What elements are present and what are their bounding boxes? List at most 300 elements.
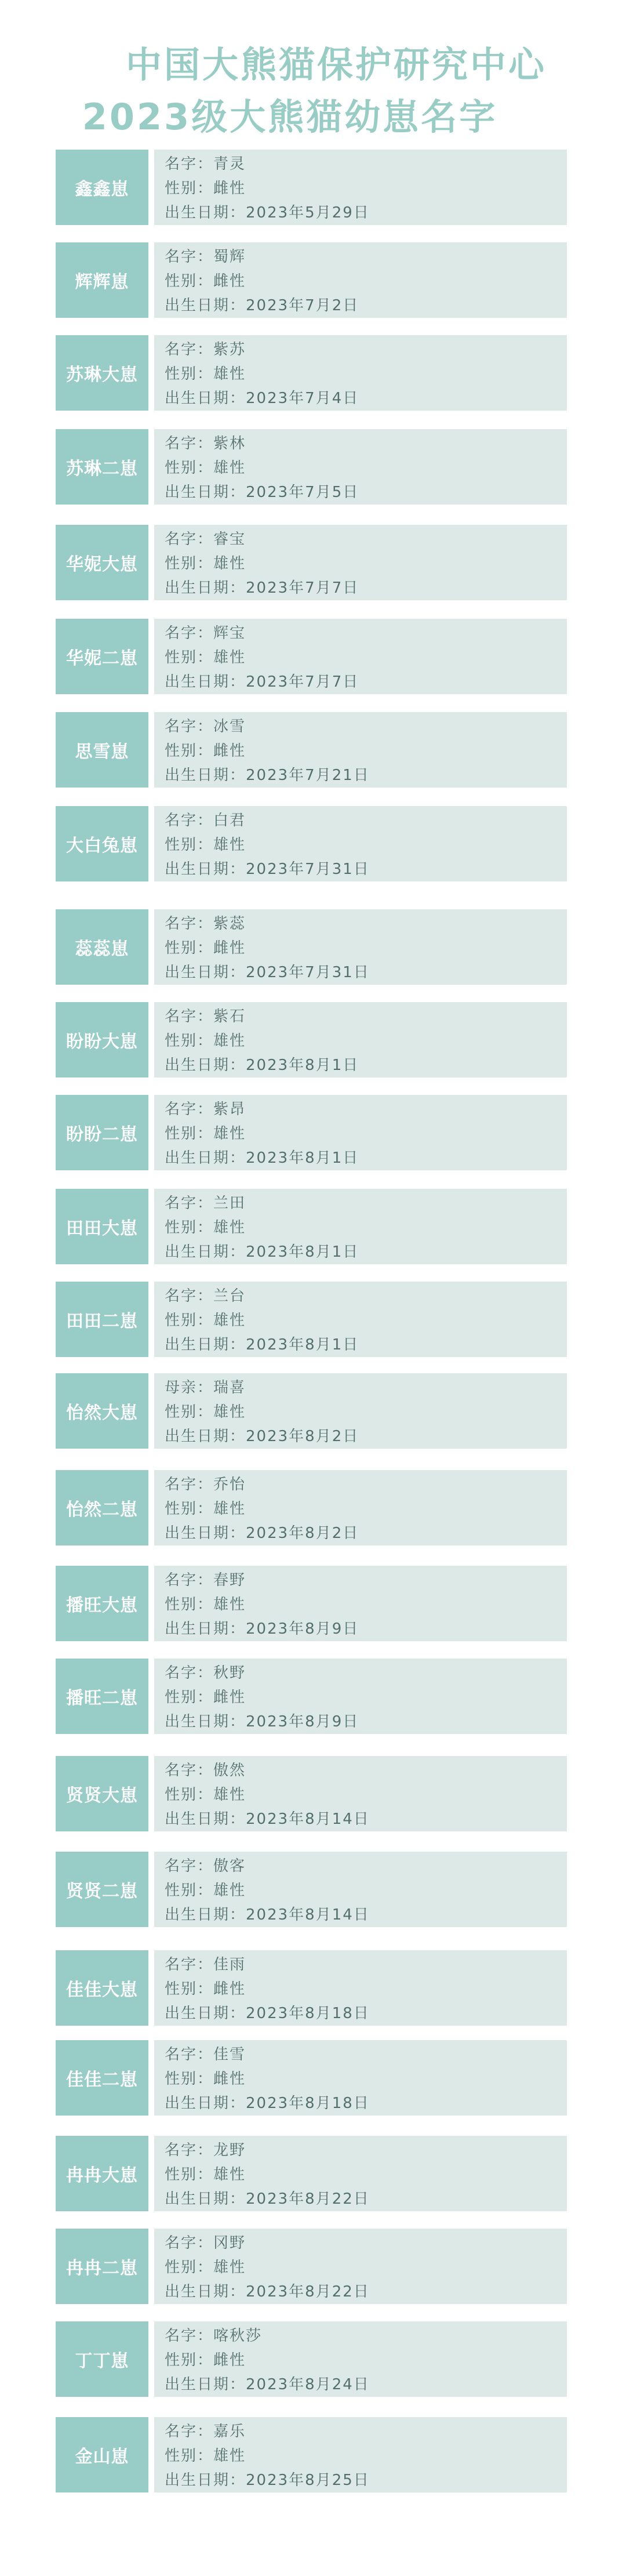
cub-mother-label: 佳佳大崽	[56, 1950, 148, 2026]
cub-name-line	[165, 152, 246, 173]
cub-name-line-value: 嘉乐	[213, 2423, 246, 2440]
cub-name-line-value: 蜀辉	[213, 248, 246, 266]
cub-row	[0, 1470, 626, 1545]
cub-row	[0, 712, 626, 788]
cub-row	[0, 1002, 626, 1077]
cub-sex-line	[165, 1308, 246, 1330]
cub-birth-line-value: 2023年8月2日	[246, 1525, 359, 1542]
cub-name-line-label: 名字：	[165, 915, 214, 933]
cub-sex-line-label: 性别：	[165, 2259, 214, 2276]
cub-name-line	[165, 1097, 246, 1119]
cub-sex-line-label: 性别：	[165, 180, 214, 197]
cub-name-line-label: 名字：	[165, 1857, 214, 1875]
cub-birth-line	[165, 2468, 370, 2490]
cub-info-box	[154, 1470, 567, 1545]
cub-name-line-value: 喀秋莎	[213, 2327, 263, 2345]
cub-birth-line	[165, 1053, 359, 1075]
cub-mother-label: 苏琳大崽	[56, 335, 148, 411]
cub-sex-line	[165, 2067, 246, 2088]
cub-sex-line-label: 性别：	[165, 273, 214, 290]
cub-birth-line	[165, 1521, 359, 1543]
cub-birth-line-label: 出生日期：	[165, 2190, 246, 2208]
cub-birth-line	[165, 763, 370, 785]
cub-name-line-value: 瑞喜	[213, 1379, 246, 1396]
cub-name-line	[165, 2324, 262, 2345]
cub-sex-line-label: 性别：	[165, 1312, 214, 1329]
cub-birth-line-label: 出生日期：	[165, 1428, 246, 1445]
cub-name-line-value: 冈野	[213, 2234, 246, 2252]
cub-sex-line	[165, 1977, 246, 1998]
cub-name-line-value: 傲然	[213, 1762, 246, 1779]
cub-name-line-label: 名字：	[165, 1956, 214, 1973]
cub-info-box	[154, 150, 567, 225]
cub-info-box	[154, 909, 567, 985]
cub-name-line-value: 兰台	[213, 1287, 246, 1305]
cub-birth-line-value: 2023年8月22日	[246, 2190, 370, 2208]
cub-sex-line-value: 雄性	[213, 836, 246, 854]
cub-mother-label: 贤贤大崽	[56, 1756, 148, 1831]
cub-birth-line-value: 2023年7月31日	[246, 861, 370, 878]
cub-row	[0, 2040, 626, 2116]
cub-row	[0, 619, 626, 694]
cub-sex-line	[165, 936, 246, 957]
cub-sex-line-value: 雄性	[213, 1882, 246, 1899]
cub-sex-line-label: 性别：	[165, 555, 214, 572]
cub-sex-line-label: 性别：	[165, 1032, 214, 1050]
cub-sex-line-value: 雄性	[213, 365, 246, 383]
cub-birth-line-value: 2023年7月4日	[246, 390, 359, 407]
cub-mother-label: 田田二崽	[56, 1282, 148, 1357]
cub-mother-label: 鑫鑫崽	[56, 150, 148, 225]
cub-sex-line-value: 雌性	[213, 2352, 246, 2369]
cub-name-line-label: 名字：	[165, 1287, 214, 1305]
cub-name-line-label: 名字：	[165, 2142, 214, 2159]
cub-birth-line-value: 2023年8月1日	[246, 1057, 359, 1074]
cub-name-line-value: 秋野	[213, 1664, 246, 1682]
cub-birth-line	[165, 2187, 370, 2208]
cub-row	[0, 1282, 626, 1357]
cub-name-line	[165, 808, 246, 830]
cub-birth-line-label: 出生日期：	[165, 484, 246, 501]
cub-birth-line	[165, 576, 359, 597]
cub-name-line-value: 紫昂	[213, 1101, 246, 1118]
cub-row	[0, 806, 626, 881]
cub-name-line-label: 名字：	[165, 2327, 214, 2345]
cub-mother-label: 贤贤二崽	[56, 1852, 148, 1927]
cub-birth-line	[165, 1240, 359, 1261]
cub-birth-line-label: 出生日期：	[165, 964, 246, 981]
cub-sex-line	[165, 1497, 246, 1518]
cub-row	[0, 335, 626, 411]
cub-birth-line-label: 出生日期：	[165, 297, 246, 314]
cub-sex-line-value: 雄性	[213, 1786, 246, 1804]
cub-birth-line	[165, 960, 370, 982]
cub-sex-line-value: 雄性	[213, 1032, 246, 1050]
cub-birth-line	[165, 2372, 370, 2394]
cub-name-line	[165, 912, 246, 933]
cub-birth-line-label: 出生日期：	[165, 579, 246, 597]
cub-birth-line-label: 出生日期：	[165, 1336, 246, 1354]
cub-info-box	[154, 1002, 567, 1077]
cub-row	[0, 909, 626, 985]
cub-name-line-label: 名字：	[165, 1664, 214, 1682]
cub-birth-line-label: 出生日期：	[165, 1525, 246, 1542]
cub-name-line	[165, 2138, 246, 2160]
cub-birth-line	[165, 480, 359, 502]
cub-row	[0, 1659, 626, 1734]
cub-birth-line-value: 2023年8月2日	[246, 1428, 359, 1445]
cub-name-line-label: 名字：	[165, 1195, 214, 1212]
cub-sex-line-label: 性别：	[165, 939, 214, 957]
cub-name-line-value: 傲客	[213, 1857, 246, 1875]
cub-birth-line-label: 出生日期：	[165, 1057, 246, 1074]
cub-sex-line-value: 雄性	[213, 1219, 246, 1236]
cub-sex-line-label: 性别：	[165, 1689, 214, 1706]
cub-birth-line	[165, 857, 370, 879]
cub-sex-line-value: 雄性	[213, 1125, 246, 1142]
cub-name-line-value: 紫林	[213, 435, 246, 452]
cub-birth-line	[165, 201, 370, 222]
cub-birth-line-label: 出生日期：	[165, 2376, 246, 2393]
cub-sex-line-value: 雌性	[213, 939, 246, 957]
cub-sex-line-label: 性别：	[165, 2352, 214, 2369]
cub-birth-line-label: 出生日期：	[165, 673, 246, 691]
cub-name-line-label: 名字：	[165, 1762, 214, 1779]
cub-sex-line-value: 雄性	[213, 1403, 246, 1421]
cub-name-line-label: 名字：	[165, 248, 214, 266]
cub-sex-line-value: 雌性	[213, 1689, 246, 1706]
cub-row	[0, 525, 626, 600]
cub-birth-line-value: 2023年8月18日	[246, 2095, 370, 2112]
cub-birth-line	[165, 2280, 370, 2301]
cub-sex-line-value: 雄性	[213, 2166, 246, 2183]
cub-birth-line	[165, 386, 359, 408]
cub-mother-label: 播旺二崽	[56, 1659, 148, 1734]
cub-info-box	[154, 2040, 567, 2116]
cub-birth-line-value: 2023年8月25日	[246, 2472, 370, 2489]
cub-birth-line-value: 2023年8月18日	[246, 2005, 370, 2022]
page-title: 中国大熊猫保护研究中心	[125, 43, 547, 86]
cub-sex-line	[165, 552, 246, 573]
cub-mother-label: 田田大崽	[56, 1189, 148, 1264]
cub-name-line-value: 春野	[213, 1572, 246, 1589]
cub-sex-line-value: 雄性	[213, 2447, 246, 2465]
cub-mother-label: 冉冉二崽	[56, 2229, 148, 2304]
cub-mother-label: 怡然大崽	[56, 1373, 148, 1449]
cub-name-line-value: 龙野	[213, 2142, 246, 2159]
cub-name-line-value: 睿宝	[213, 531, 246, 548]
cub-birth-line	[165, 1333, 359, 1354]
cub-info-box	[154, 1566, 567, 1641]
cub-birth-line	[165, 1424, 359, 1446]
cub-mother-label: 蕊蕊崽	[56, 909, 148, 985]
cub-birth-line-value: 2023年7月31日	[246, 964, 370, 981]
cub-row	[0, 1189, 626, 1264]
cub-birth-line	[165, 1146, 359, 1167]
cub-mother-label: 怡然二崽	[56, 1470, 148, 1545]
cub-sex-line	[165, 456, 246, 477]
cub-birth-line-label: 出生日期：	[165, 767, 246, 784]
cub-name-line	[165, 1953, 246, 1974]
cub-mother-label: 辉辉崽	[56, 242, 148, 318]
cub-sex-line-label: 性别：	[165, 2166, 214, 2183]
cub-mother-label: 盼盼大崽	[56, 1002, 148, 1077]
cub-info-box	[154, 1852, 567, 1927]
cub-sex-line	[165, 1685, 246, 1707]
cub-sex-line	[165, 1029, 246, 1050]
cub-info-box	[154, 1756, 567, 1831]
cub-sex-line	[165, 739, 246, 760]
cub-name-line-value: 佳雪	[213, 2046, 246, 2063]
cub-sex-line-label: 性别：	[165, 1882, 214, 1899]
cub-sex-line	[165, 1400, 246, 1421]
cub-sex-line	[165, 2163, 246, 2184]
cub-name-line-value: 辉宝	[213, 625, 246, 642]
cub-birth-line-label: 出生日期：	[165, 1620, 246, 1638]
cub-row	[0, 2136, 626, 2211]
cub-name-line	[165, 1661, 246, 1682]
cub-name-line-value: 紫苏	[213, 341, 246, 358]
cub-name-line	[165, 2419, 246, 2441]
cub-name-line	[165, 431, 246, 453]
cub-birth-line-label: 出生日期：	[165, 204, 246, 222]
cub-mother-label: 冉冉大崽	[56, 2136, 148, 2211]
cub-name-line-value: 紫蕊	[213, 915, 246, 933]
cub-name-line-label: 名字：	[165, 812, 214, 829]
cub-name-line	[165, 714, 246, 736]
cub-birth-line-label: 出生日期：	[165, 2472, 246, 2489]
cub-name-line-label: 名字：	[165, 1572, 214, 1589]
cub-name-line-value: 佳雨	[213, 1956, 246, 1973]
cub-sex-line-label: 性别：	[165, 2447, 214, 2465]
cub-birth-line-label: 出生日期：	[165, 1906, 246, 1924]
cub-mother-label: 佳佳二崽	[56, 2040, 148, 2116]
cub-birth-line-label: 出生日期：	[165, 1713, 246, 1730]
cub-name-line-label: 名字：	[165, 531, 214, 548]
cub-mother-label: 苏琳二崽	[56, 429, 148, 505]
cub-sex-line-label: 性别：	[165, 649, 214, 666]
cub-sex-line	[165, 1592, 246, 1614]
cub-name-line	[165, 1004, 246, 1026]
cub-birth-line-label: 出生日期：	[165, 2283, 246, 2301]
cub-sex-line-value: 雄性	[213, 1596, 246, 1613]
cub-sex-line	[165, 1122, 246, 1143]
cub-birth-line-value: 2023年8月14日	[246, 1811, 370, 1828]
cub-info-box	[154, 2136, 567, 2211]
cub-sex-line-label: 性别：	[165, 1980, 214, 1998]
cub-birth-line-label: 出生日期：	[165, 861, 246, 878]
cub-sex-line	[165, 176, 246, 198]
cub-name-line-label: 名字：	[165, 2423, 214, 2440]
cub-birth-line-value: 2023年8月1日	[246, 1336, 359, 1354]
cub-row	[0, 2417, 626, 2492]
cub-name-line-label: 名字：	[165, 625, 214, 642]
cub-sex-line-label: 性别：	[165, 836, 214, 854]
cub-birth-line-value: 2023年8月14日	[246, 1906, 370, 1924]
cub-name-line-value: 兰田	[213, 1195, 246, 1212]
cub-birth-line-label: 出生日期：	[165, 2095, 246, 2112]
cub-sex-line-value: 雄性	[213, 1500, 246, 1518]
cub-row	[0, 150, 626, 225]
cub-birth-line-value: 2023年8月24日	[246, 2376, 370, 2393]
cub-birth-line	[165, 2091, 370, 2113]
cub-sex-line-value: 雄性	[213, 649, 246, 666]
cub-sex-line-value: 雄性	[213, 555, 246, 572]
cub-name-line	[165, 1568, 246, 1590]
cub-info-box	[154, 806, 567, 881]
cub-birth-line	[165, 1710, 359, 1731]
cub-row	[0, 1566, 626, 1641]
cub-name-line-value: 白君	[213, 812, 246, 829]
cub-sex-line	[165, 1878, 246, 1900]
cub-birth-line	[165, 1807, 370, 1828]
cub-sex-line-value: 雄性	[213, 459, 246, 477]
cub-name-line	[165, 1472, 246, 1494]
cub-name-line-label: 名字：	[165, 718, 214, 735]
cub-sex-line	[165, 645, 246, 667]
cub-name-line-label: 名字：	[165, 341, 214, 358]
cub-mother-label: 丁丁崽	[56, 2321, 148, 2397]
cub-birth-line	[165, 1903, 370, 1924]
cub-sex-line-value: 雌性	[213, 180, 246, 197]
cub-sex-line-label: 性别：	[165, 1500, 214, 1518]
cub-row	[0, 1852, 626, 1927]
cub-info-box	[154, 1950, 567, 2026]
cub-name-line-label: 名字：	[165, 1008, 214, 1025]
cub-mother-label: 华妮二崽	[56, 619, 148, 694]
cub-mother-label: 思雪崽	[56, 712, 148, 788]
cub-sex-line	[165, 269, 246, 291]
page-subtitle: 2023级大熊猫幼崽名字	[82, 96, 498, 138]
cub-name-line-label: 母亲：	[165, 1379, 214, 1396]
cub-birth-line-value: 2023年8月1日	[246, 1149, 359, 1167]
cub-sex-line-value: 雌性	[213, 1980, 246, 1998]
cub-info-box	[154, 1659, 567, 1734]
cub-name-line	[165, 1758, 246, 1780]
cub-sex-line-label: 性别：	[165, 1403, 214, 1421]
cub-sex-line-value: 雌性	[213, 273, 246, 290]
cub-birth-line	[165, 1617, 359, 1638]
cub-name-line	[165, 338, 246, 359]
cub-birth-line-label: 出生日期：	[165, 1149, 246, 1167]
cub-info-box	[154, 2229, 567, 2304]
cub-birth-line-value: 2023年8月22日	[246, 2283, 370, 2301]
cub-sex-line-value: 雄性	[213, 2259, 246, 2276]
cub-birth-line-value: 2023年8月9日	[246, 1713, 359, 1730]
cub-name-line	[165, 1284, 246, 1305]
cub-birth-line-value: 2023年8月9日	[246, 1620, 359, 1638]
cub-birth-line-label: 出生日期：	[165, 1811, 246, 1828]
cub-name-line-label: 名字：	[165, 1101, 214, 1118]
cub-info-box	[154, 1095, 567, 1170]
cub-birth-line-value: 2023年7月5日	[246, 484, 359, 501]
cub-row	[0, 429, 626, 505]
cub-info-box	[154, 2417, 567, 2492]
cub-birth-line-value: 2023年5月29日	[246, 204, 370, 222]
cub-info-box	[154, 2321, 567, 2397]
cub-name-line	[165, 2042, 246, 2064]
cub-mother-label: 盼盼二崽	[56, 1095, 148, 1170]
cub-sex-line-label: 性别：	[165, 365, 214, 383]
cub-sex-line	[165, 833, 246, 854]
cub-name-line-label: 名字：	[165, 155, 214, 173]
cub-name-line-label: 名字：	[165, 1476, 214, 1493]
cub-sex-line	[165, 2348, 246, 2370]
cub-info-box	[154, 525, 567, 600]
cub-sex-line	[165, 1216, 246, 1237]
cub-sex-line	[165, 362, 246, 383]
cub-sex-line-label: 性别：	[165, 1786, 214, 1804]
cub-birth-line-label: 出生日期：	[165, 1243, 246, 1261]
cub-row	[0, 1756, 626, 1831]
cub-mother-label: 金山崽	[56, 2417, 148, 2492]
cub-birth-line-label: 出生日期：	[165, 2005, 246, 2022]
cub-name-line-value: 乔怡	[213, 1476, 246, 1493]
cub-birth-line-label: 出生日期：	[165, 390, 246, 407]
cub-sex-line-label: 性别：	[165, 2070, 214, 2088]
cub-sex-line-label: 性别：	[165, 459, 214, 477]
cub-sex-line-label: 性别：	[165, 742, 214, 760]
cub-mother-label: 大白兔崽	[56, 806, 148, 881]
cub-name-line	[165, 621, 246, 643]
cub-info-box	[154, 712, 567, 788]
cub-row	[0, 1950, 626, 2026]
cub-sex-line-value: 雌性	[213, 742, 246, 760]
cub-row	[0, 1373, 626, 1449]
cub-name-line	[165, 1376, 246, 1397]
cub-name-line-label: 名字：	[165, 2046, 214, 2063]
cub-sex-line	[165, 2444, 246, 2465]
cub-name-line-value: 青灵	[213, 155, 246, 173]
cub-sex-line-label: 性别：	[165, 1125, 214, 1142]
cub-birth-line-value: 2023年7月21日	[246, 767, 370, 784]
cub-mother-label: 华妮大崽	[56, 525, 148, 600]
cub-name-line	[165, 245, 246, 266]
cub-name-line	[165, 1854, 246, 1875]
cub-name-line-label: 名字：	[165, 435, 214, 452]
cub-info-box	[154, 1282, 567, 1357]
cub-birth-line	[165, 293, 359, 315]
cub-birth-line-value: 2023年7月7日	[246, 673, 359, 691]
cub-info-box	[154, 619, 567, 694]
cub-sex-line-label: 性别：	[165, 1596, 214, 1613]
cub-sex-line	[165, 2255, 246, 2277]
cub-info-box	[154, 429, 567, 505]
cub-name-line	[165, 2231, 246, 2252]
cub-name-line-value: 冰雪	[213, 718, 246, 735]
cub-info-box	[154, 1373, 567, 1449]
cub-birth-line-value: 2023年7月7日	[246, 579, 359, 597]
cub-birth-line-value: 2023年8月1日	[246, 1243, 359, 1261]
cub-name-line-value: 紫石	[213, 1008, 246, 1025]
cub-info-box	[154, 1189, 567, 1264]
cub-birth-line	[165, 670, 359, 691]
cub-birth-line-value: 2023年7月2日	[246, 297, 359, 314]
cub-sex-line-label: 性别：	[165, 1219, 214, 1236]
cub-info-box	[154, 335, 567, 411]
cub-info-box	[154, 242, 567, 318]
cub-sex-line-value: 雄性	[213, 1312, 246, 1329]
cub-row	[0, 2321, 626, 2397]
cub-birth-line	[165, 2001, 370, 2023]
cub-row	[0, 1095, 626, 1170]
cub-name-line	[165, 1191, 246, 1213]
cub-row	[0, 242, 626, 318]
cub-sex-line-value: 雌性	[213, 2070, 246, 2088]
cub-mother-label: 播旺大崽	[56, 1566, 148, 1641]
cub-sex-line	[165, 1783, 246, 1804]
cub-name-line	[165, 527, 246, 549]
